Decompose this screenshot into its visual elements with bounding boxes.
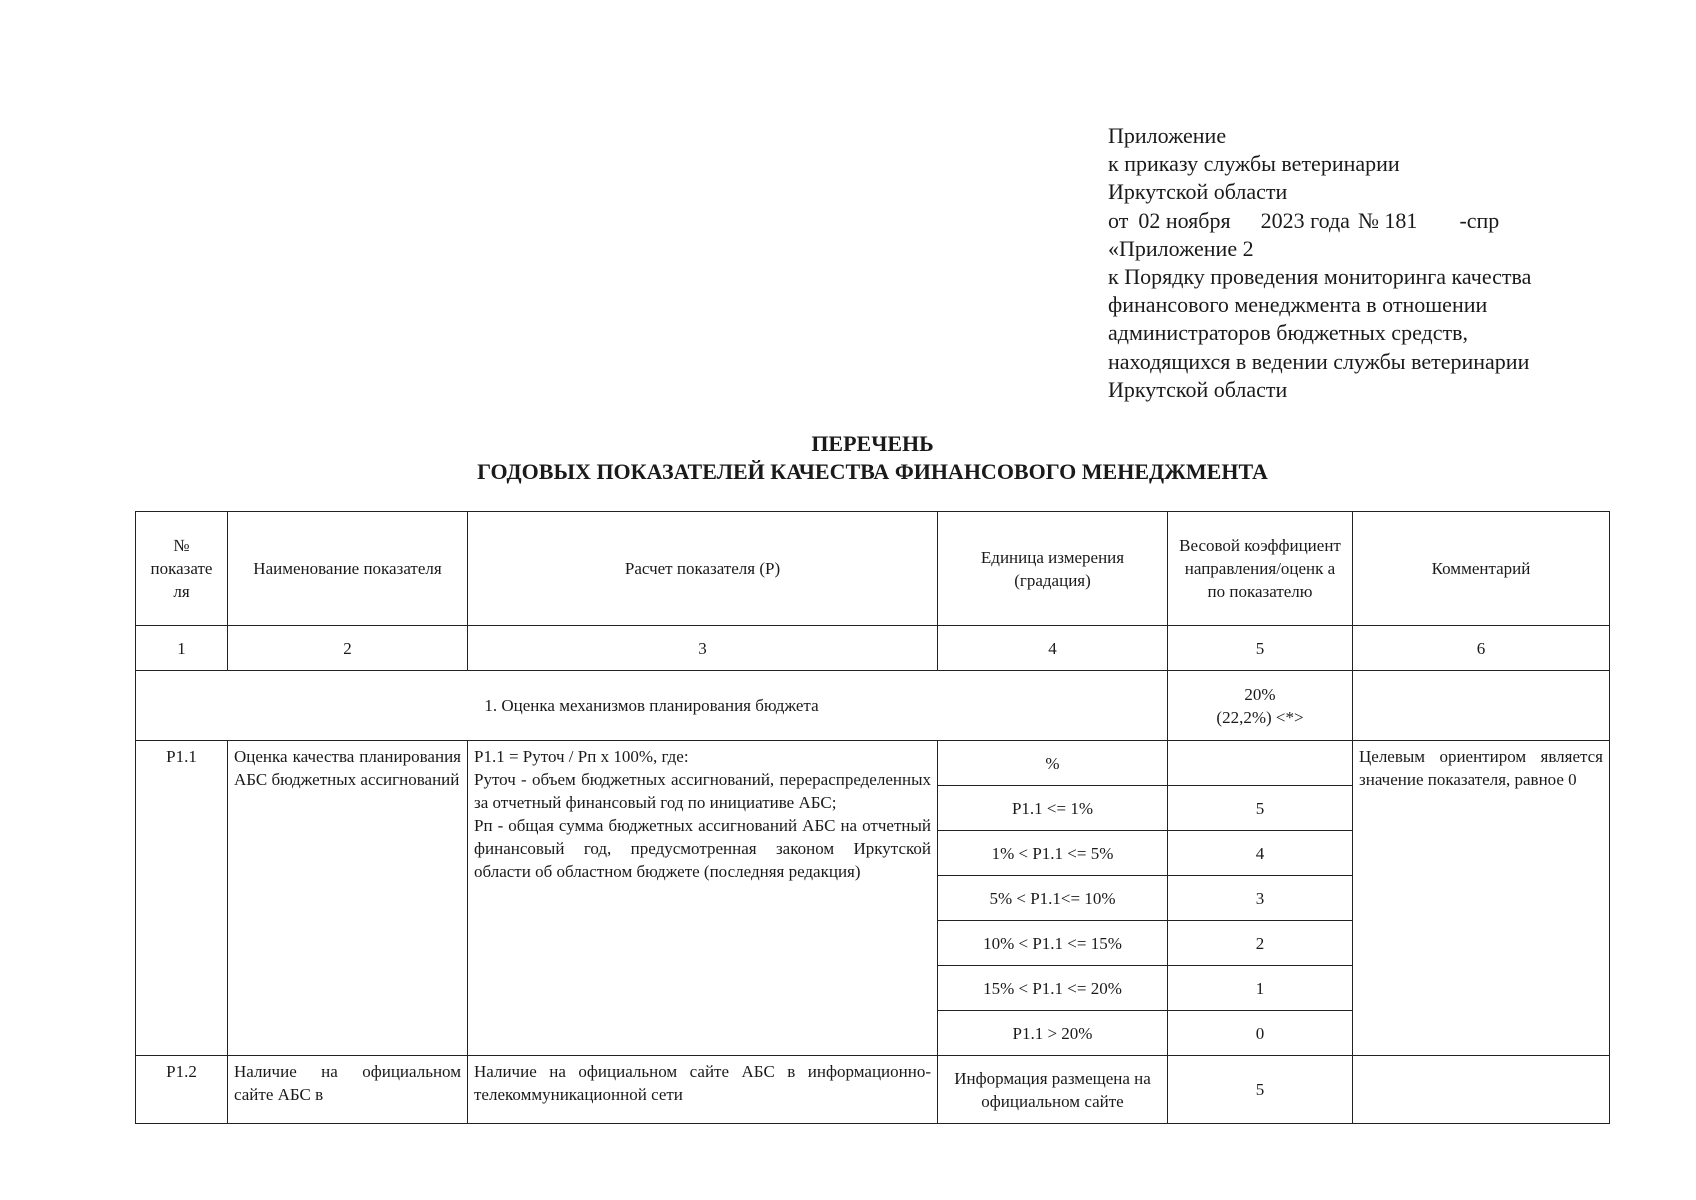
header-comment: Комментарий xyxy=(1353,512,1610,626)
appendix-line: финансового менеджмента в отношении xyxy=(1108,292,1488,318)
table-row xyxy=(136,741,1610,786)
document-title xyxy=(0,430,1696,486)
header-unit: Единица измерения (градация) xyxy=(938,512,1168,626)
column-number: 6 xyxy=(1353,626,1610,671)
order-day-month: 02 ноября xyxy=(1138,207,1231,233)
header-number: № показате ля xyxy=(136,512,228,626)
grade-score: 3 xyxy=(1168,876,1353,921)
p12-calc: Наличие на официальном сайте АБС в информационно-телекоммуникационной сети xyxy=(468,1056,938,1124)
p12-code: P1.2 xyxy=(136,1056,228,1124)
section-1-weight xyxy=(1168,671,1353,741)
appendix-line: администраторов бюджетных средств, xyxy=(1108,320,1469,346)
appendix-line: Иркутской области xyxy=(1108,179,1288,205)
grade-range: 10% < P1.1 <= 15% xyxy=(938,921,1168,966)
header-name: Наименование показателя xyxy=(228,512,468,626)
p11-unit-score xyxy=(1168,741,1353,786)
section-1-row xyxy=(136,671,1610,741)
appendix-line: к приказу службы ветеринарии xyxy=(1108,151,1400,177)
appendix-block xyxy=(1108,122,1668,404)
p11-calc xyxy=(468,741,938,1056)
grade-score: 2 xyxy=(1168,921,1353,966)
p11-name: Оценка качества планирования АБС бюджетных ассигнований xyxy=(228,741,468,1056)
p11-desc-rp: Рп - общая сумма бюджетных ассигнований АБС на отчетный финансовый год, предусмотренная законом Иркутской области об областном бюджете (последняя редакция) xyxy=(474,816,931,881)
p12-unit: Информация размещена на официальном сайте xyxy=(938,1056,1168,1124)
p11-formula: P1.1 = Руточ / Рп x 100%, где: xyxy=(474,747,689,766)
section-1-weight-alt: (22,2%) <*> xyxy=(1216,707,1304,727)
header-weight: Весовой коэффициент направления/оценк а по показателю xyxy=(1168,512,1353,626)
column-number: 2 xyxy=(228,626,468,671)
appendix-line: Приложение xyxy=(1108,123,1227,148)
appendix-line: находящихся в ведении службы ветеринарии xyxy=(1108,348,1530,374)
appendix-line: Иркутской области xyxy=(1108,376,1288,402)
grade-range: 15% < P1.1 <= 20% xyxy=(938,966,1168,1011)
p11-unit: % xyxy=(938,741,1168,786)
column-number: 5 xyxy=(1168,626,1353,671)
p12-comment xyxy=(1353,1056,1610,1124)
grade-range: P1.1 > 20% xyxy=(938,1011,1168,1056)
table-header-row xyxy=(136,512,1610,626)
grade-range: 1% < P1.1 <= 5% xyxy=(938,831,1168,876)
grade-range: 5% < P1.1<= 10% xyxy=(938,876,1168,921)
p11-code: P1.1 xyxy=(136,741,228,1056)
indicators-table xyxy=(135,511,1610,1124)
grade-score: 0 xyxy=(1168,1011,1353,1056)
p11-desc-ruch: Руточ - объем бюджетных ассигнований, перераспределенных за отчетный финансовый год по инициативе АБС; xyxy=(474,770,931,812)
order-prefix: от xyxy=(1108,207,1129,233)
p11-comment: Целевым ориентиром является значение показателя, равное 0 xyxy=(1353,741,1610,1056)
column-number: 1 xyxy=(136,626,228,671)
order-number: № 181 xyxy=(1357,207,1418,233)
grade-score: 5 xyxy=(1168,786,1353,831)
order-suffix: -спр xyxy=(1459,207,1500,233)
table-row xyxy=(136,1056,1610,1124)
title-line-1: ПЕРЕЧЕНЬ xyxy=(811,431,934,456)
section-1-weight-value: 20% xyxy=(1244,684,1276,704)
appendix-line: «Приложение 2 xyxy=(1108,235,1254,261)
column-number: 3 xyxy=(468,626,938,671)
appendix-line: к Порядку проведения мониторинга качества xyxy=(1108,264,1532,290)
header-calc: Расчет показателя (Р) xyxy=(468,512,938,626)
p12-name: Наличие на официальном сайте АБС в xyxy=(228,1056,468,1124)
column-numbers-row xyxy=(136,626,1610,671)
grade-range: P1.1 <= 1% xyxy=(938,786,1168,831)
p12-score: 5 xyxy=(1168,1056,1353,1124)
grade-score: 4 xyxy=(1168,831,1353,876)
order-year: 2023 года xyxy=(1260,207,1350,233)
section-1-title: 1. Оценка механизмов планирования бюджета xyxy=(136,671,1168,741)
order-date-line xyxy=(1108,207,1668,235)
column-number: 4 xyxy=(938,626,1168,671)
grade-score: 1 xyxy=(1168,966,1353,1011)
title-line-2: ГОДОВЫХ ПОКАЗАТЕЛЕЙ КАЧЕСТВА ФИНАНСОВОГО МЕНЕДЖМЕНТА xyxy=(477,459,1268,484)
section-1-comment xyxy=(1353,671,1610,741)
